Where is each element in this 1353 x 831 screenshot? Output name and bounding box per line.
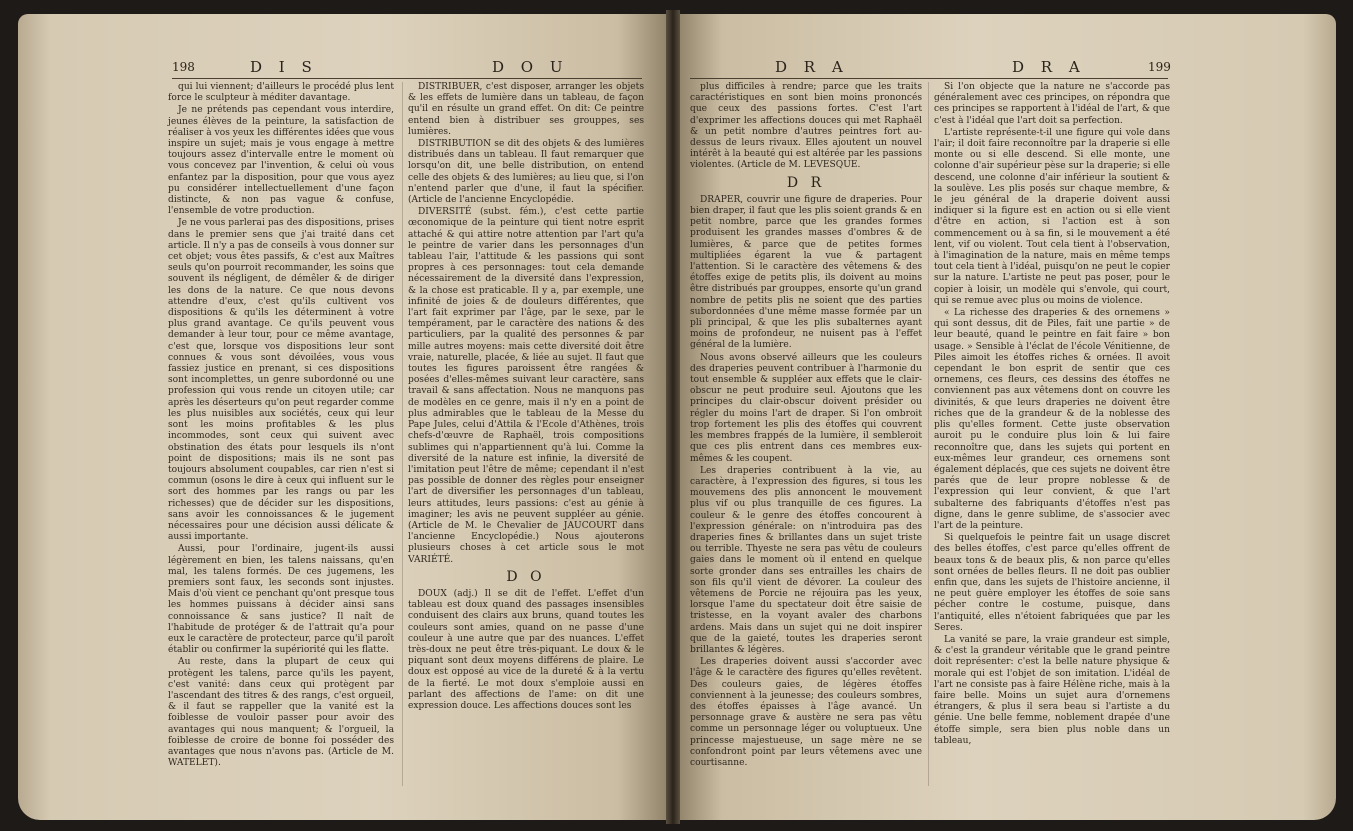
paragraph: L'artiste représente-t-il une figure qui vole dans l'air; il doit faire reconnoître par la draperie si elle monte ou si elle descend. Si elle monte, une colonne d'air supérieur pèse sur la draperie; si elle descend, une colonne d'air inférieur la soutient & la soulève. Les plis posés sur chaque membre, & le jeu général de la draperie doivent aussi indiquer si la figure est en action ou si elle vient d'être en action, si l'action est à son commencement ou à sa fin, si le mouvement a été lent, vif ou violent. Tout cela tient à l'observation, à l'imagination de la nature, mais en même temps tout cela tient à l'idéal, puisqu'on ne peut le copier sur la nature. L'artiste ne peut pas poser, pour le copier à loisir, un modèle qui s'envole, qui court, qui se remue avec plus ou moins de violence. xyxy=(934,127,1170,306)
header-rule-left xyxy=(172,78,642,79)
paragraph: Si l'on objecte que la nature ne s'accorde pas généralement avec ces principes, on répondra que ces principes se rapportent à l'idéal de l'art, & que c'est à l'idéal que l'art doit sa perfection. xyxy=(934,82,1170,126)
running-header-dra-left: D R A xyxy=(775,58,849,76)
paragraph: Je ne vous parlerai pas des dispositions, prises dans le premier sens que j'ai traité dans cet article. Il n'y a pas de conseils à vous donner sur cet objet; vous êtes passifs, & c'est aux Maîtres seuls qu'on pourroit recommander, les soins que souvent ils négligent, de démêler & de diriger les dons de la nature. Ce que nous devons attendre d'eux, c'est qu'ils cultivent vos dispositions & qu'ils les déterminent à votre plus grand avantage. Ce qu'ils peuvent vous demander à leur tour, pour ce même avantage, c'est que, lorsque vos dispositions leur sont connues & vous sont dévoilées, vous vous fassiez justice en prenant, si ces dispositions sont incomplettes, un genre subordonné ou une profession qui vous rende un citoyen utile; car après les déserteurs qu'on peut regarder comme les plus nuisibles aux sociétés, ceux qui leur sont les moins profitables & les plus incommodes, sont ceux qui suivent avec obstination des états pour lesquels ils n'ont point de dispositions; mais ils ne sont pas toujours absolument coupables, car rien n'est si commun (osons le dire à ceux qui influent sur le sort des hommes par les rangs ou par les richesses) que de décider sur les dispositions, sans avoir les connoissances & le jugement nécessaires pour une décision aussi délicate & aussi importante. xyxy=(168,218,394,543)
paragraph: Au reste, dans la plupart de ceux qui protègent les talens, parce qu'ils les payent, c'est vanité: dans ceux qui protègent par l'ascendant des titres & des rangs, c'est orgueil, & il faut se rappeller que la vanité est la foiblesse de vouloir passer pour avoir des avantages qui nous manquent; & l'orgueil, la foiblesse de croire de bonne foi posséder des avantages que nous n'avons pas. (Article de M. WATELET). xyxy=(168,657,394,769)
paragraph: La vanité se pare, la vraie grandeur est simple, & c'est la grandeur véritable que le grand peintre doit représenter: c'est la belle nature physique & morale qui est l'objet de son imitation. L'idéal de l'art ne consiste pas à faire Hélène riche, mais à la faire belle. Moins un sujet aura d'ornemens étrangers, & plus il sera beau si l'artiste a du génie. Une belle femme, noblement drapée d'une étoffe simple, sera bien plus noble dans un tableau, xyxy=(934,634,1170,746)
running-header-dou: D O U xyxy=(492,58,569,76)
paragraph: Si quelquefois le peintre fait un usage discret des belles étoffes, c'est parce qu'elles offrent de beaux tons & de beaux plis, & non parce qu'elles sont ornées de belles fleurs. Il ne doit pas oublier enfin que, dans les sujets de l'histoire ancienne, il ne peut guère employer les étoffes de soie sans pécher contre le costume, puisque, dans l'antiquité, elles n'étoient fabriquées que par les Seres. xyxy=(934,533,1170,633)
paragraph: Les draperies doivent aussi s'accorder avec l'âge & le caractère des figures qu'elles revêtent. Des couleurs gaies, de légères étoffes conviennent à la jeunesse; des couleurs sombres, des étoffes épaisses à l'âge avancé. Un personnage grave & austère ne sera pas vêtu comme un personnage léger ou voluptueux. Une princesse majestueuse, un sage mère ne se confondront point par leurs vêtemens avec une courtisanne. xyxy=(690,657,922,768)
paragraph: DIVERSITÉ (subst. fém.), c'est cette partie œconomique de la peinture qui tient notre esprit attaché & qui attire notre attention par l'art qu'a le peintre de varier dans les personnages d'un tableau l'air, l'attitude & les passions qui sont propres à ces personnages: tout cela demande nécessairement de la diversité dans l'expression, & la chose est praticable. Il y a, par exemple, une infinité de joies & de douleurs différentes, que l'art fait exprimer par l'âge, par le sexe, par le tempérament, par le caractère des nations & des particuliers, par la qualité des personnes & par mille autres moyens: mais cette diversité doit être vraie, naturelle, placée, & liée au sujet. Il faut que toutes les figures paroissent être rangées & posées d'elles-mêmes suivant leur caractère, sans travail & sans affectation. Nous ne manquons pas de modèles en ce genre, mais il n'y en a point de plus admirables que le tableau de la Messe du Pape Jules, celui d'Attila & l'Ecole d'Athènes, trois chefs-d'œuvre de Raphaël, trois compositions sublimes qui n'appartiennent qu'à lui. Comme la diversité de la nature est infinie, la diversité de l'imitation peut l'être de même; cependant il n'est pas possible de donner des règles pour enseigner l'art de diversifier les personnages d'un tableau, leurs attitudes, leurs passions: c'est au génie à imaginer; les avis ne peuvent suppléer au génie. (Article de M. le Chevalier de JAUCOURT dans l'ancienne Encyclopédie.) Nous ajouterons plusieurs choses à cet article sous le mot VARIÉTÉ. xyxy=(408,207,644,565)
paragraph: plus difficiles à rendre; parce que les traits caractéristiques en sont bien moins prononcés que ceux des passions fortes. C'est l'art d'exprimer les affections douces qui met Raphaël & un petit nombre d'autres peintres fort au-dessus de leurs rivaux. Elles ajoutent un nouvel intérêt à la beauté qui est altérée par les passions violentes. (Article de M. LEVESQUE. xyxy=(690,82,922,171)
paragraph: Aussi, pour l'ordinaire, jugent-ils aussi légèrement en bien, les talens naissans, qu'en mal, les talens formés. De ces jugemens, les premiers sont faux, les seconds sont injustes. Mais d'où vient ce penchant qu'ont presque tous les hommes puissans à décider ainsi sans connoissance & sans justice? Il naît de l'habitude de protéger & de l'attrait qu'a pour eux le caractère de protecteur, parce qu'il paroît établir ou confirmer la supériorité qui les flatte. xyxy=(168,544,394,656)
header-rule-right xyxy=(690,78,1168,79)
column-divider-left xyxy=(402,82,403,786)
paragraph: DISTRIBUER, c'est disposer, arranger les objets & les effets de lumière dans un tableau, de façon qu'il en résulte un grand effet. On dit: Ce peintre entend bien à distribuer ses grouppes, ses lumières. xyxy=(408,82,644,137)
paragraph: « La richesse des draperies & des ornemens » qui sont dessus, dit de Piles, fait une partie » de leur beauté, quand le peintre en fait faire » bon usage. » Sensible à l'éclat de l'école Vénitienne, de Piles aimoit les étoffes riches & ornées. Il avoit cependant le bon esprit de sentir que ces ornemens, ces fleurs, ces dessins des étoffes ne conviennent pas aux vêtemens dont on couvre les divinités, & que leurs draperies ne doivent être riches que de la grandeur & de la noblesse des plis qu'elles forment. Cette juste observation auroit pu le conduire plus loin & lui faire reconnoître que, dans les sujets qui portent en eux-mêmes leur grandeur, ces ornemens sont également déplacés, que ces sujets ne doivent être parés que de leur propre noblesse & de l'expression qui leur convient, & que l'art subalterne des fabriquants d'étoffes n'est pas digne, dans le genre sublime, de s'associer avec l'art de la peinture. xyxy=(934,308,1170,531)
page-number-right: 199 xyxy=(1148,60,1171,74)
column-divider-right xyxy=(928,82,929,786)
running-header-dis: D I S xyxy=(250,58,318,76)
left-page-column-2 xyxy=(408,82,644,713)
section-heading-dr: D R xyxy=(786,174,826,191)
paragraph: Nous avons observé ailleurs que les couleurs des draperies peuvent contribuer à l'harmonie du tout ensemble & suppléer aux effets que le clair-obscur ne peut produire seul. Ajoutons que les principes du clair-obscur doivent présider ou régler du moins l'art de draper. Si l'on ombroit trop fortement les plis des étoffes qui couvrent les membres frappés de la lumière, il sembleroit que ces plis entrent dans ces membres eux-mêmes & les coupent. xyxy=(690,352,922,464)
paragraph: DRAPER, couvrir une figure de draperies. Pour bien draper, il faut que les plis soient grands & en petit nombre, parce que les grandes formes produisent les grandes masses d'ombres & de lumières, & parce que de petites formes multipliées égarent la vue & partagent l'attention. Si le caractère des vêtemens & des étoffes exige de petits plis, ils doivent au moins être distribués par grouppes, ensorte qu'un grand nombre de petits plis ne soient que des parties subordonnées d'une même masse formée par un pli principal, & que les plis subalternes ayant moins de profondeur, ne nuisent pas à l'effet général de la lumière. xyxy=(690,194,922,351)
right-page-column-1 xyxy=(690,82,922,770)
paragraph: qui lui viennent; d'ailleurs le procédé plus lent force le sculpteur à méditer davantage. xyxy=(168,82,394,104)
paragraph: DISTRIBUTION se dit des objets & des lumières distribués dans un tableau. Il faut remarquer que lorsqu'on dit, une belle distribution, on entend celle des objets & des lumières; au lieu que, si l'on n'entend parler que d'une, il faut la spécifier. (Article de l'ancienne Encyclopédie. xyxy=(408,139,644,206)
right-page-column-2 xyxy=(934,82,1170,748)
paragraph: Les draperies contribuent à la vie, au caractère, à l'expression des figures, si tous les mouvemens des plis annoncent le mouvement plus vif ou plus tranquille de ces figures. La couleur & le genre des étoffes concourent à l'expression générale: on n'introduira pas des draperies fines & brillantes dans un sujet triste ou terrible. Thyeste ne sera pas vêtu de couleurs gaies dans le moment où il entend en quelque sorte gronder dans ses entrailles les chairs de son fils qu'il vient de dévorer. La couleur des vêtemens de Porcie ne réjouira pas les yeux, lorsque l'ame du spectateur doit être saisie de tristesse, en la voyant avaler des charbons ardens. Mais dans un sujet qui ne doit inspirer que de la gaieté, toutes les draperies seront brillantes & légères. xyxy=(690,465,922,655)
left-page-column-1 xyxy=(168,82,394,770)
paragraph: DOUX (adj.) Il se dit de l'effet. L'effet d'un tableau est doux quand des passages insensibles conduisent des clairs aux bruns, quand toutes les couleurs sont amies, quand on ne passe d'une couleur à une autre que par des nuances. L'effet très-doux ne peut être très-piquant. Le doux & le piquant sont deux moyens différens de plaire. Le doux est opposé au vice de la dureté & à la vertu de la fierté. Le mot doux s'emploie aussi en parlant des affections de l'ame: on dit une expression douce. Les affections douces sont les xyxy=(408,588,644,711)
paragraph: Je ne prétends pas cependant vous interdire, jeunes élèves de la peinture, la satisfaction de réaliser à vos yeux les différentes idées que vous inspire un sujet; mais je vous engage à mettre toujours assez d'intervalle entre le moment où vous concevez par l'invention, & celui où vous enfantez par la disposition, pour que vous ayez pu considérer intellectuellement d'une façon distincte, & non pas vague & confuse, l'ensemble de votre production. xyxy=(168,105,394,217)
section-heading-do: D O xyxy=(506,568,546,585)
book-gutter xyxy=(666,10,680,824)
page-number-left: 198 xyxy=(172,60,195,74)
running-header-dra-right: D R A xyxy=(1012,58,1086,76)
